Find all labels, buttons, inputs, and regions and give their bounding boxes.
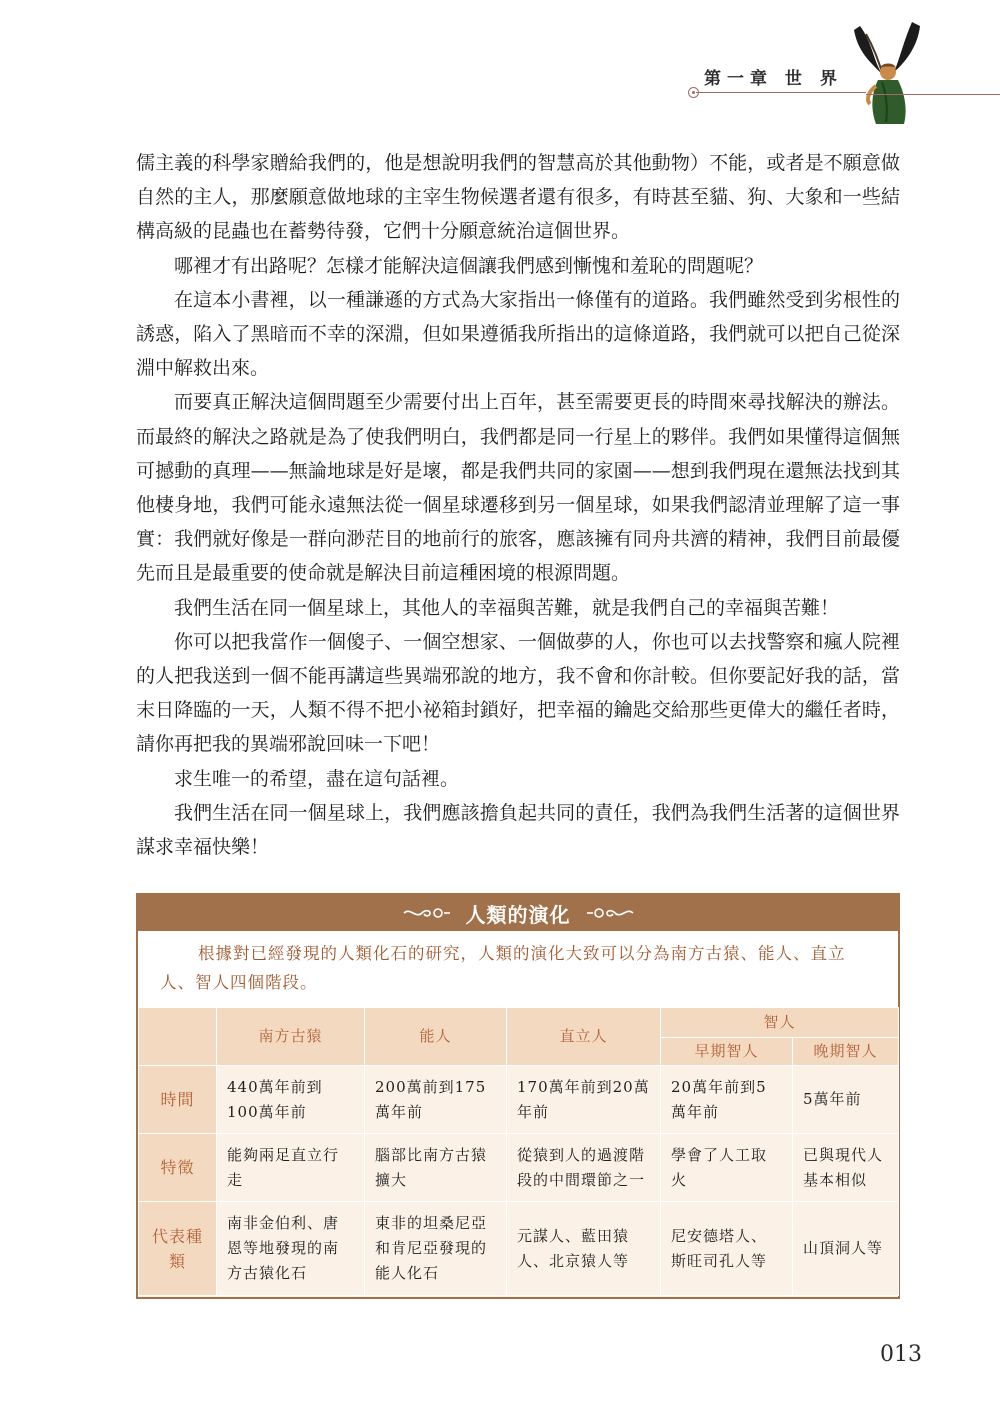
header-rule-right <box>866 94 1000 95</box>
table-cell: 山頂洞人等 <box>793 1202 899 1296</box>
table-cell: 東非的坦桑尼亞和肯尼亞發現的能人化石 <box>365 1202 507 1296</box>
evolution-table <box>138 1007 899 1296</box>
table-cell: 200萬前到175萬年前 <box>365 1066 507 1134</box>
evolution-banner <box>138 895 898 931</box>
flourish-left-icon <box>402 905 452 921</box>
table-cell: 170萬年前到20萬年前 <box>507 1066 661 1134</box>
body-text <box>136 146 900 864</box>
chapter-title: 第一章 世 界 <box>704 69 843 89</box>
table-cell: 5萬年前 <box>793 1066 899 1134</box>
header-rule <box>696 92 866 93</box>
page-header <box>0 0 1000 140</box>
col-header-erectus: 直立人 <box>507 1008 661 1066</box>
angel-illustration <box>852 22 922 126</box>
table-cell: 20萬年前到5萬年前 <box>661 1066 793 1134</box>
table-cell: 南非金伯利、唐恩等地發現的南方古猿化石 <box>217 1202 365 1296</box>
table-cell: 腦部比南方古猿擴大 <box>365 1134 507 1202</box>
row-header-time: 時間 <box>139 1066 217 1134</box>
col-header-habilis: 能人 <box>365 1008 507 1066</box>
col-header-early-sapiens: 早期智人 <box>661 1038 793 1066</box>
table-cell: 從猿到人的過渡階段的中間環節之一 <box>507 1134 661 1202</box>
table-header-row <box>139 1008 899 1038</box>
row-header-features: 特徵 <box>139 1134 217 1202</box>
table-row <box>139 1066 899 1134</box>
table-row <box>139 1134 899 1202</box>
table-cell: 440萬年前到100萬年前 <box>217 1066 365 1134</box>
paragraph-8: 我們生活在同一個星球上，我們應該擔負起共同的責任，我們為我們生活著的這個世界謀求幸福快樂！ <box>136 801 900 859</box>
paragraph-4: 而要真正解決這個問題至少需要付出上百年，甚至需要更長的時間來尋找解決的辦法。而最終的解決之路就是為了使我們明白，我們都是同一行星上的夥伴。我們如果懂得這個無可撼動的真理——無論地球是好是壞，都是我們共同的家園——想到我們現在還無法找到其他棲身地，我們可能永遠無法從一個星球遷移到另一個星球，如果我們認清並理解了這一事實：我們就好像是一群向渺茫目的地前行的旅客，應該擁有同舟共濟的精神，我們目前最優先而且是最重要的使命就是解決目前這種困境的根源問題。 <box>136 391 900 585</box>
col-header-sapiens: 智人 <box>661 1008 899 1038</box>
paragraph-2: 哪裡才有出路呢？怎樣才能解決這個讓我們感到慚愧和羞恥的問題呢？ <box>174 254 764 277</box>
evolution-title: 人類的演化 <box>465 902 571 927</box>
paragraph-3: 在這本小書裡，以一種謙遜的方式為大家指出一條僅有的道路。我們雖然受到劣根性的誘惑，陷入了黑暗而不幸的深淵，但如果遵循我所指出的這條道路，我們就可以把自己從深淵中解救出來。 <box>136 288 900 380</box>
page-number: 013 <box>880 1342 922 1367</box>
table-cell: 能夠兩足直立行走 <box>217 1134 365 1202</box>
table-cell: 學會了人工取火 <box>661 1134 793 1202</box>
flourish-right-icon <box>585 905 635 921</box>
paragraph-7: 求生唯一的希望，盡在這句話裡。 <box>174 767 460 790</box>
paragraph-5: 我們生活在同一個星球上，其他人的幸福與苦難，就是我們自己的幸福與苦難！ <box>174 596 840 619</box>
evolution-intro: 根據對已經發現的人類化石的研究，人類的演化大致可以分為南方古猿、能人、直立人、智人四個階段。 <box>138 931 898 1007</box>
col-header-australopithecus: 南方古猿 <box>217 1008 365 1066</box>
table-cell: 元謀人、藍田猿人、北京猿人等 <box>507 1202 661 1296</box>
table-cell: 已與現代人基本相似 <box>793 1134 899 1202</box>
evolution-box <box>136 893 900 1299</box>
table-corner <box>139 1008 217 1066</box>
table-cell: 尼安德塔人、斯旺司孔人等 <box>661 1202 793 1296</box>
table-row <box>139 1202 899 1296</box>
paragraph-1: 儒主義的科學家贈給我們的，他是想說明我們的智慧高於其他動物）不能，或者是不願意做自然的主人，那麼願意做地球的主宰生物候選者還有很多，有時甚至貓、狗、大象和一些結構高級的昆蟲也在蓄勢待發，它們十分願意統治這個世界。 <box>136 152 900 243</box>
row-header-species: 代表種類 <box>139 1202 217 1296</box>
col-header-late-sapiens: 晚期智人 <box>793 1038 899 1066</box>
paragraph-6: 你可以把我當作一個傻子、一個空想家、一個做夢的人，你也可以去找警察和瘋人院裡的人把我送到一個不能再講這些異端邪說的地方，我不會和你計較。但你要記好我的話，當末日降臨的一天，人類不得不把小祕箱封鎖好，把幸福的鑰匙交給那些更偉大的繼任者時，請你再把我的異端邪說回味一下吧！ <box>136 630 900 756</box>
